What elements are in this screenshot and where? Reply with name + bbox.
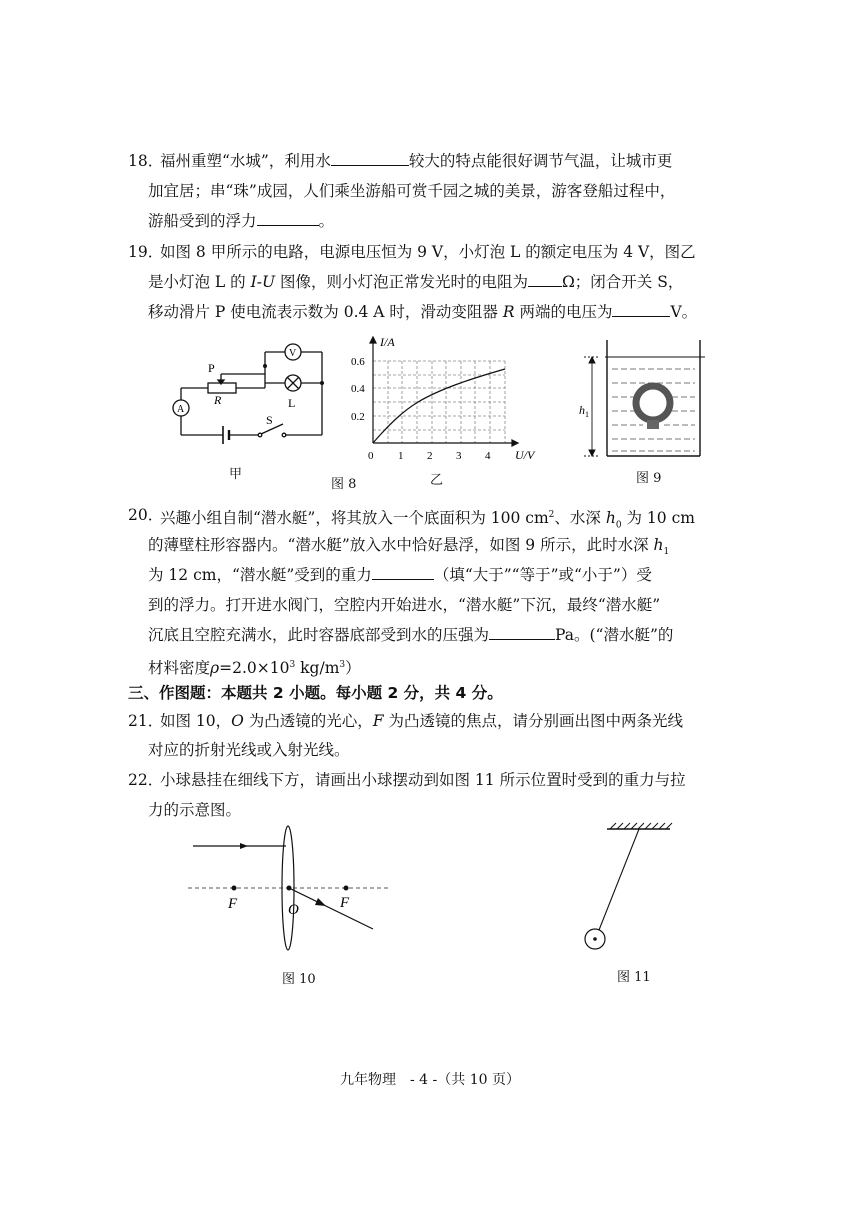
q18-text-3a: 游船受到的浮力 [148,212,257,230]
q18-number: 18． [128,152,164,170]
q22-number: 22． [128,771,164,789]
ytick-0.6: 0.6 [351,356,365,368]
q18-text-3b: 。 [318,212,335,230]
q19-text-3b: 两端的电压为 [514,303,613,321]
ytick-0.2: 0.2 [351,411,365,423]
xtick-3: 3 [456,450,462,462]
q20-text-6d: ） [345,659,361,678]
pendulum-diagram [585,823,672,949]
q20-sup-3: 3 [289,660,296,670]
q19-r: R [502,303,515,321]
q20-sup-2: 2 [548,510,555,520]
q19-iu: I-U [250,273,276,291]
q22-line2: 力的示意图。 [148,801,242,819]
q20-text-6c: kg/m [295,659,340,678]
q19-text-3a: 移动滑片 P 使电流表示数为 0.4 A 时，滑动变阻器 [148,303,503,321]
graph-xlabel: U/V [515,448,535,462]
label-L: L [288,396,296,410]
section-3-heading: 三、作图题：本题共 2 小题。每小题 2 分，共 4 分。 [128,684,503,702]
q19-text-2b: 图像，则小灯泡正常发光时的电阻为 [275,273,528,291]
q20-number: 20． [128,506,164,524]
q21-o: O [231,712,244,730]
xtick-0: 0 [368,450,374,462]
q21-text-1a: 如图 10， [160,712,232,730]
lens-F-left: F [228,896,238,912]
lens-O: O [288,902,299,918]
label-h1: $h_1$ [579,403,589,419]
label-V: V [289,348,297,359]
q18-line2: 加宜居；串“珠”成园，人们乘坐游船可赏千园之城的美景，游客登船过程中， [148,182,676,200]
q21-text-1b: 为凸透镜的光心， [243,712,373,730]
q21-number: 21． [128,712,164,730]
caption-fig11: 图 11 [617,970,651,985]
q21-line2: 对应的折射光线或入射光线。 [148,741,350,759]
graph-ylabel: I/A [380,335,395,349]
q21-f: F [372,712,384,730]
label-P: P [208,361,215,375]
label-R: R [214,393,222,407]
caption-fig8: 图 8 [331,477,357,492]
xtick-2: 2 [427,450,433,462]
ytick-0.4: 0.4 [351,383,365,395]
q20-text-1c: 为 10 cm [621,509,695,528]
q20-text-6b: =2.0×10 [219,659,290,678]
q19-text-2c: Ω；闭合开关 S， [561,273,684,291]
label-S: S [266,413,273,427]
q20-text-1b: 、水深 [554,509,606,528]
q20-text-1a: 兴趣小组自制“潜水艇”，将其放入一个底面积为 100 cm [160,509,549,528]
caption-fig9: 图 9 [636,471,662,486]
q20-sub-0: 0 [615,520,622,531]
q22-line1: 小球悬挂在细线下方，请画出小球摆动到如图 11 所示位置时受到的重力与拉 [160,771,686,789]
caption-jia: 甲 [229,467,243,482]
q20-h1: h [653,536,664,554]
q20-text-5b: Pa。(“潜水艇”的 [555,626,674,644]
q20-text-6a: 材料密度 [148,659,211,678]
q20-rho: ρ [210,659,220,678]
q19-text-2a: 是小灯泡 L 的 [148,273,251,291]
xtick-1: 1 [398,450,404,462]
caption-fig10: 图 10 [282,972,316,987]
q20-text-3a: 为 12 cm，“潜水艇”受到的重力 [148,566,372,584]
q18-text-1a: 福州重塑“水城”，利用水 [160,152,331,170]
label-A: A [177,404,185,415]
q19-number: 19． [128,243,164,261]
xtick-4: 4 [485,450,491,462]
q20-text-2a: 的薄壁柱形容器内。“潜水艇”放入水中恰好悬浮，如图 9 所示，此时水深 [148,536,654,554]
q18-text-1b: 较大的特点能很好调节气温，让城市更 [408,152,673,170]
q20-line4: 到的浮力。打开进水阀门，空腔内开始进水，“潜水艇”下沉，最终“潜水艇” [148,596,661,614]
q20-sub-1: 1 [663,547,670,558]
q20-h0: h [605,509,616,528]
q20-sup-3b: 3 [339,660,346,670]
q21-text-1c: 为凸透镜的焦点，请分别画出图中两条光线 [383,712,684,730]
lens-F-right: F [340,895,350,911]
q20-text-5a: 沉底且空腔充满水，此时容器底部受到水的压强为 [148,626,490,644]
q19-line1: 如图 8 甲所示的电路，电源电压恒为 9 V，小灯泡 L 的额定电压为 4 V，图乙 [160,243,696,261]
caption-yi: 乙 [430,473,444,488]
page-footer: 九年物理 - 4 -（共 10 页） [340,1072,520,1088]
lens-diagram [188,826,390,950]
q20-text-3b: （填“大于”“等于”或“小于”）受 [433,566,652,584]
q19-text-3c: V。 [670,303,698,321]
